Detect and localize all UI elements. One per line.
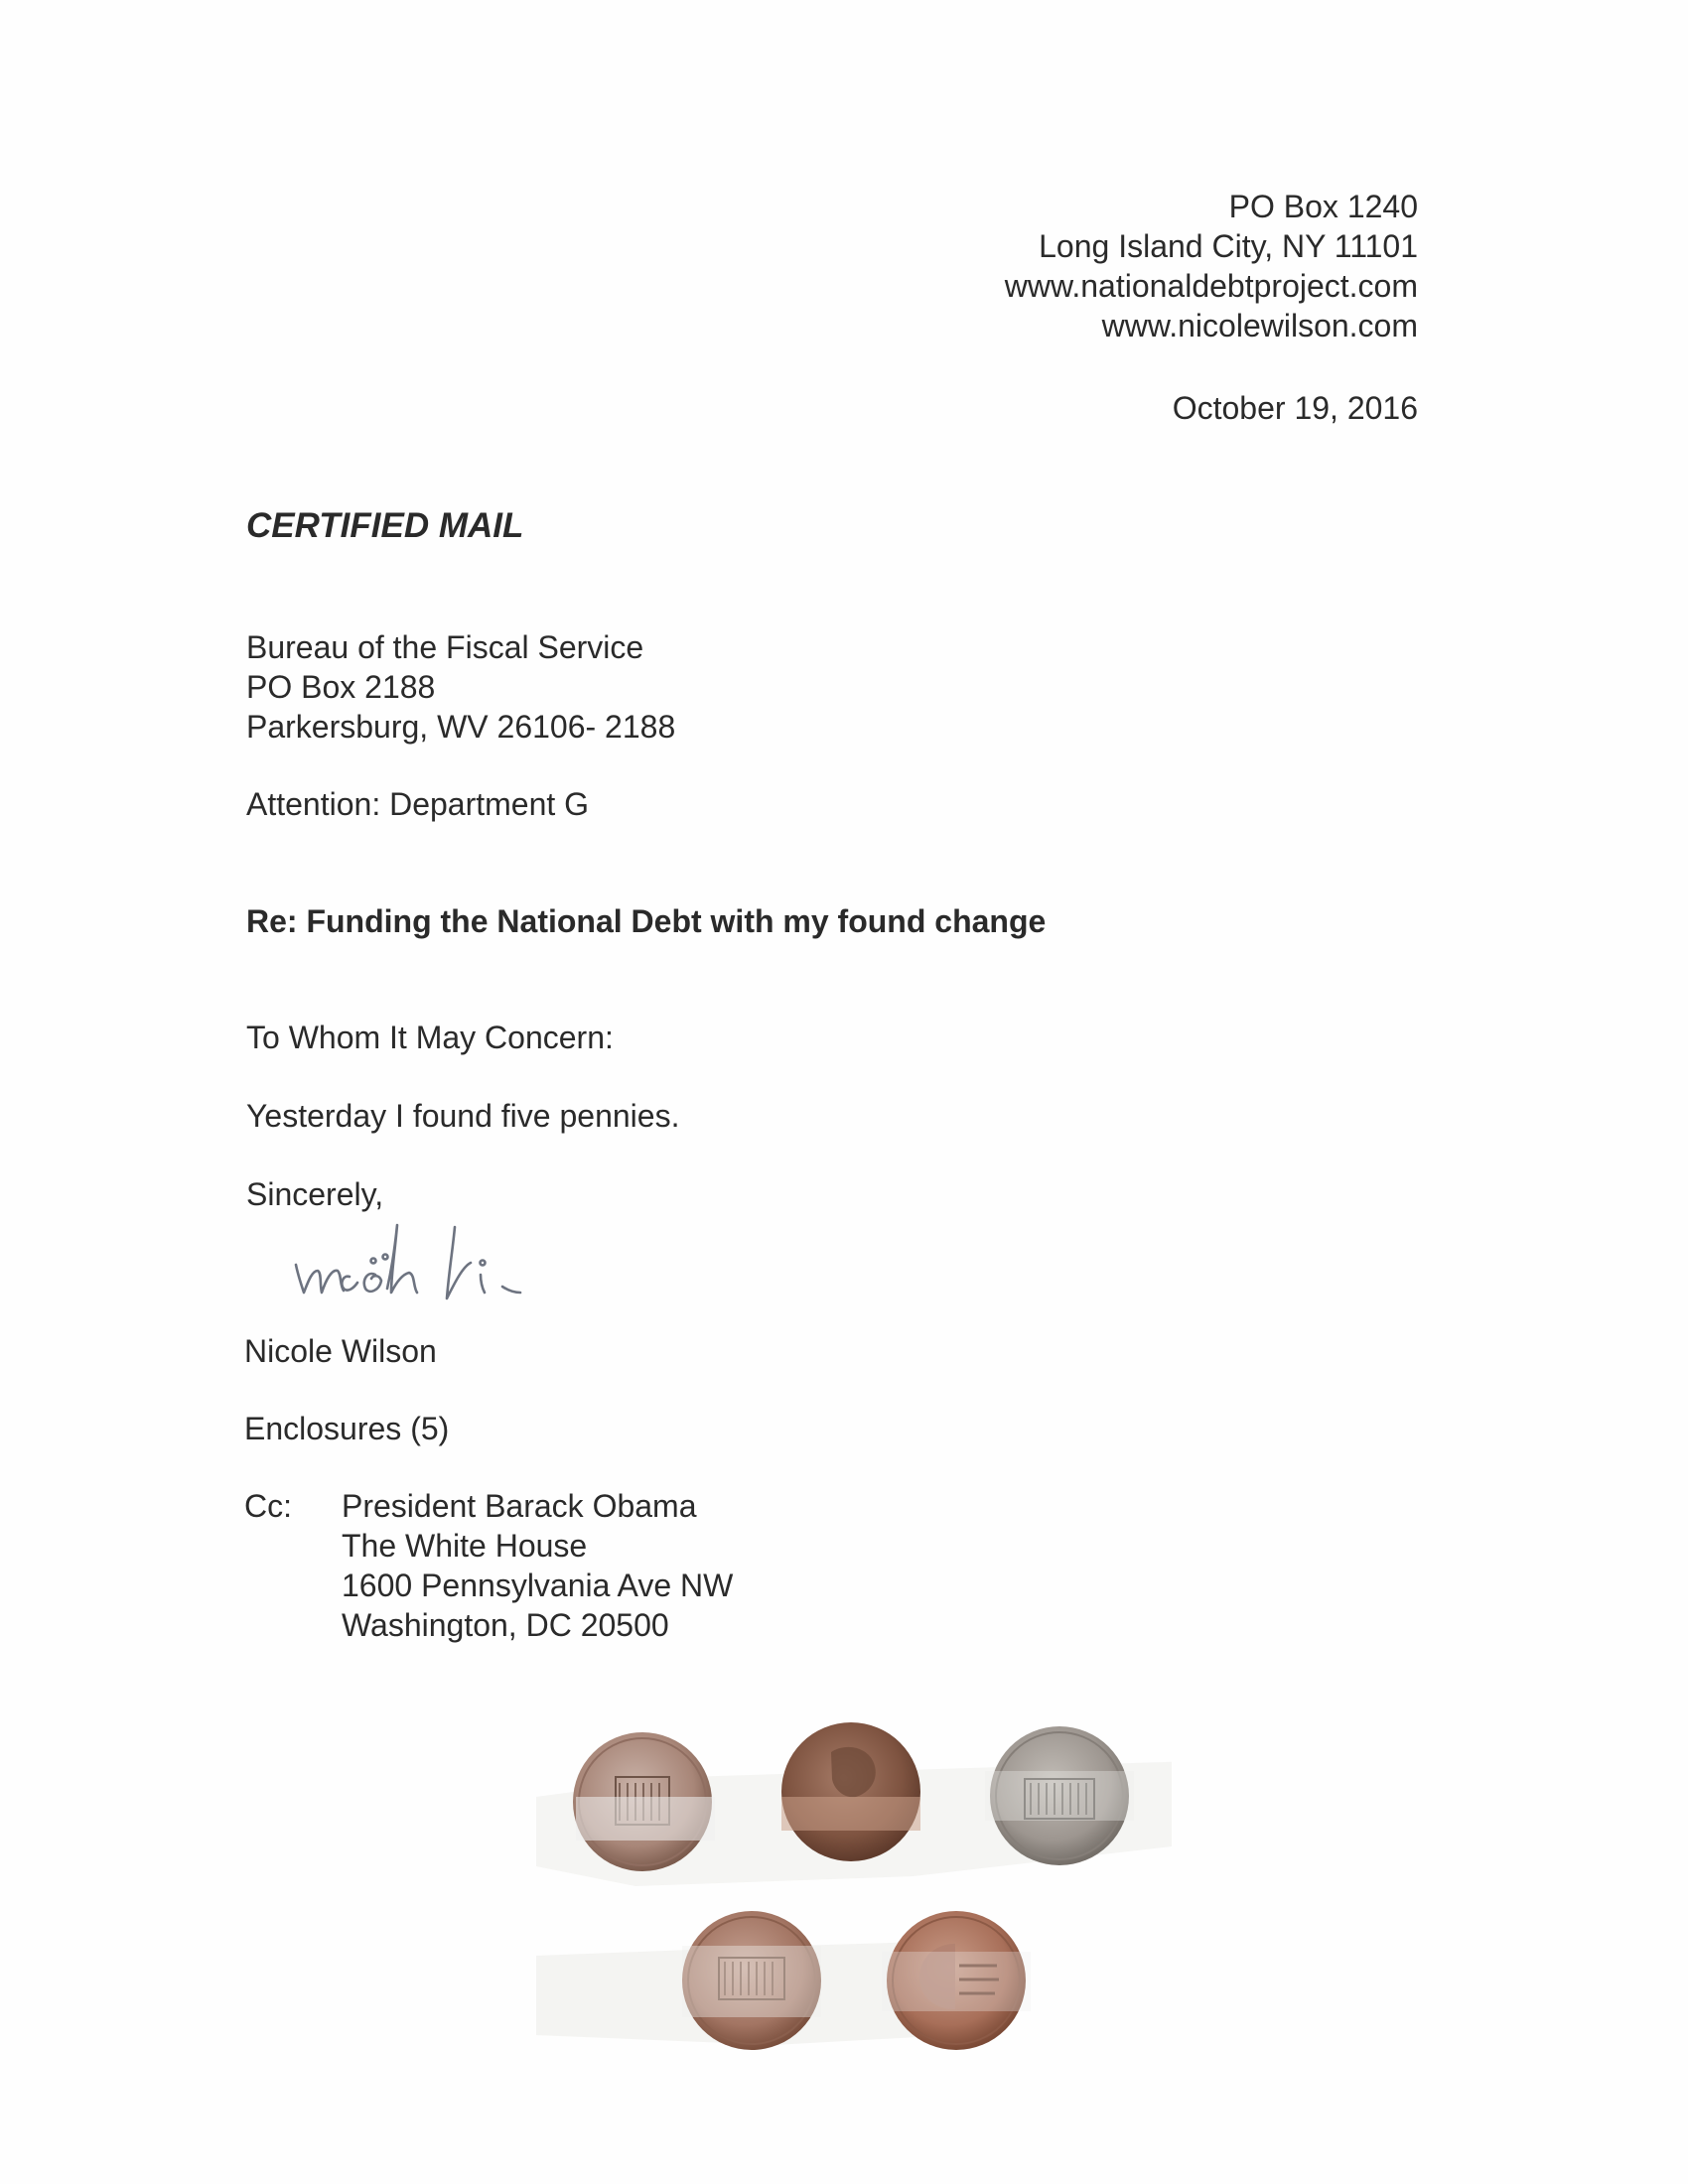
recipient-po-box: PO Box 2188 (246, 669, 436, 705)
cc-office: The White House (342, 1528, 588, 1564)
cc-name: President Barack Obama (342, 1488, 697, 1524)
sender-website-personal: www.nicolewilson.com (1101, 308, 1418, 343)
penny-5-icon (882, 1906, 1031, 2055)
cc-city-state-zip: Washington, DC 20500 (342, 1607, 669, 1643)
certified-mail-heading: CERTIFIED MAIL (246, 506, 524, 545)
sender-city-state-zip: Long Island City, NY 11101 (1039, 228, 1418, 264)
attention-line: Attention: Department G (246, 786, 590, 822)
recipient-city-state-zip: Parkersburg, WV 26106- 2188 (246, 709, 676, 745)
closing: Sincerely, (246, 1176, 384, 1212)
sender-website-project: www.nationaldebtproject.com (1004, 268, 1418, 304)
signer-name: Nicole Wilson (244, 1333, 437, 1369)
handwritten-signature (288, 1213, 626, 1312)
enclosures-note: Enclosures (5) (244, 1411, 450, 1446)
penny-1-icon (568, 1727, 717, 1876)
taped-pennies-enclosure (536, 1707, 1172, 2065)
salutation: To Whom It May Concern: (246, 1020, 614, 1055)
recipient-address-block (246, 627, 675, 747)
cc-label: Cc: (244, 1488, 292, 1524)
cc-street: 1600 Pennsylvania Ave NW (342, 1568, 734, 1603)
cc-address-block (342, 1486, 733, 1645)
penny-3-icon (985, 1721, 1134, 1870)
sender-address-block (1005, 187, 1418, 345)
letter-body: Yesterday I found five pennies. (246, 1098, 680, 1134)
sender-po-box: PO Box 1240 (1228, 189, 1418, 224)
penny-2-icon (776, 1717, 925, 1866)
recipient-name: Bureau of the Fiscal Service (246, 629, 644, 665)
letter-date: October 19, 2016 (1172, 390, 1418, 426)
subject-line: Re: Funding the National Debt with my found change (246, 903, 1047, 939)
penny-4-icon (677, 1906, 826, 2055)
